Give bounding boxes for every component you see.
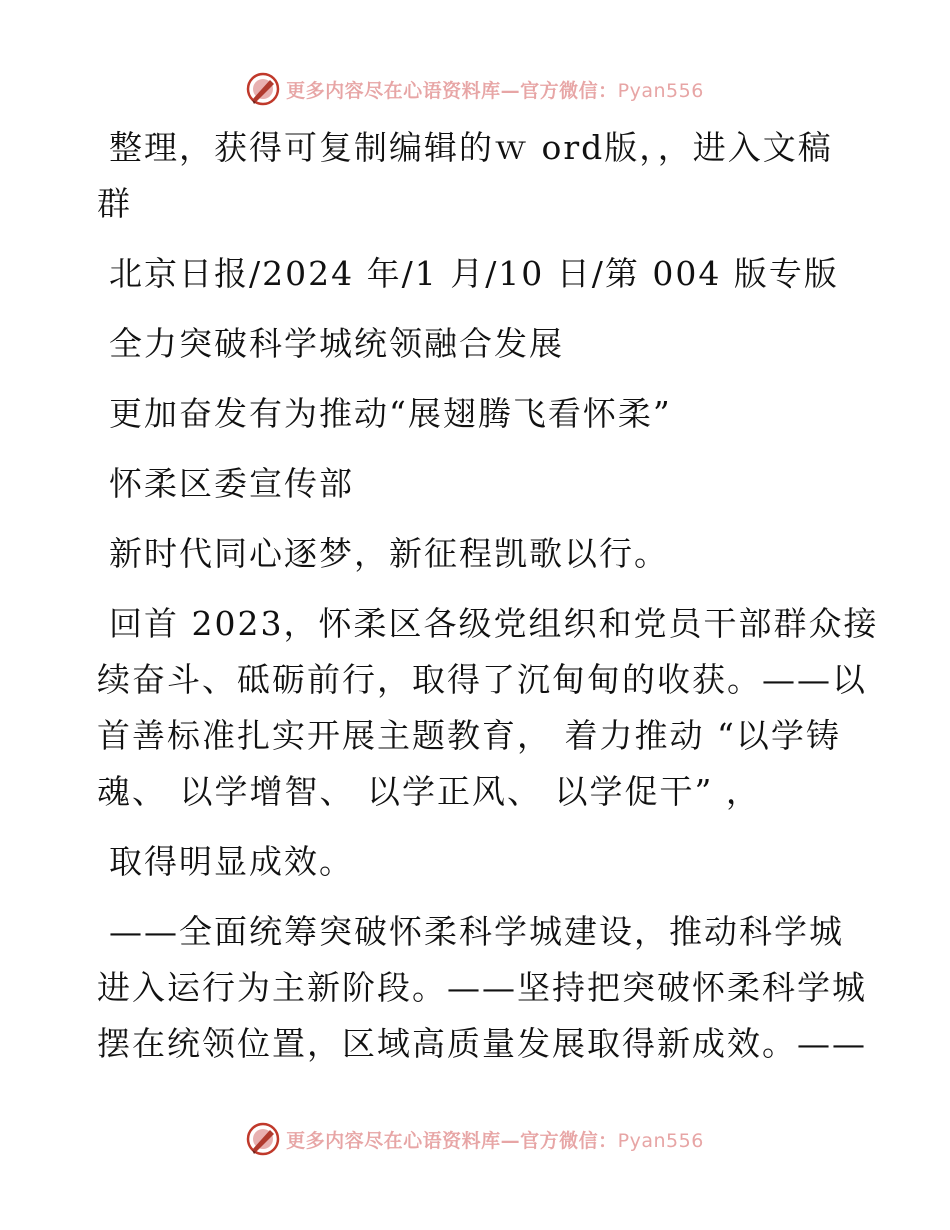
article-subtitle: 更加奋发有为推动“展翅腾飞看怀柔” — [109, 394, 672, 433]
text-line: 摆在统领位置，区域高质量发展取得新成效。—— — [97, 1024, 867, 1063]
footer-watermark — [0, 1122, 950, 1156]
text-line: 新时代同心逐梦，新征程凯歌以行。 — [109, 534, 669, 573]
article-author: 怀柔区委宣传部 — [109, 464, 354, 503]
text-line: 续奋斗、砥砺前行，取得了沉甸甸的收获。——以 — [97, 660, 867, 699]
pen-logo-icon — [246, 72, 280, 106]
text-line: 整理，获得可复制编辑的ｗ ord版，，进入文稿 — [109, 128, 833, 167]
article-source: 北京日报/2024 年/1 月/10 日/第 004 版专版 — [109, 254, 839, 293]
text-line: 进入运行为主新阶段。——坚持把突破怀柔科学城 — [97, 968, 867, 1007]
article-title: 全力突破科学城统领融合发展 — [109, 324, 564, 363]
document-body — [97, 120, 879, 1072]
pen-logo-icon — [246, 1122, 280, 1156]
text-line: 群 — [97, 184, 132, 223]
text-line: 取得明显成效。 — [109, 842, 354, 881]
header-watermark — [0, 72, 950, 106]
watermark-text: 更多内容尽在心语资料库—官方微信：Pyan556 — [286, 79, 704, 102]
text-line: 魂、 以学增智、 以学正风、 以学促干” ， — [97, 772, 761, 811]
text-line: 回首 2023，怀柔区各级党组织和党员干部群众接 — [109, 604, 879, 643]
text-line: 首善标准扎实开展主题教育， 着力推动 “以学铸 — [97, 716, 841, 755]
watermark-text: 更多内容尽在心语资料库—官方微信：Pyan556 — [286, 1129, 704, 1152]
text-line: ——全面统筹突破怀柔科学城建设，推动科学城 — [109, 912, 844, 951]
